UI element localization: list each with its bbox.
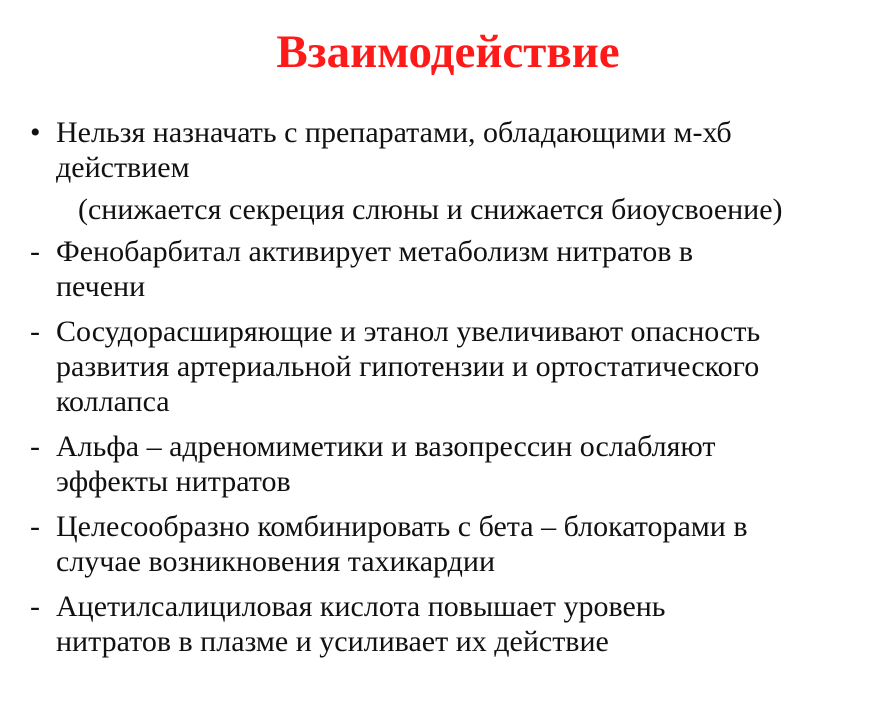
list-item	[0, 314, 896, 419]
dash-marker: -	[30, 590, 40, 623]
dash-marker: -	[30, 235, 40, 268]
list-item	[0, 115, 896, 185]
list-item-text: Фенобарбитал активирует метаболизм нитратов в печени	[56, 235, 694, 303]
list-item-text: Сосудорасширяющие и этанол увеличивают опасность развития артериальной гипотензии и ортостатического коллапса	[56, 315, 761, 418]
slide-title: Взаимодействие	[276, 26, 620, 78]
list-item-text: Нельзя назначать с препаратами, обладающими м-хб действием	[56, 116, 732, 184]
list-item-text: Альфа – адреномиметики и вазопрессин ослабляют эффекты нитратов	[56, 430, 716, 498]
list-item-text: Ацетилсалициловая кислота повышает уровень нитратов в плазме и усиливает их действие	[56, 590, 666, 658]
dash-marker: -	[30, 315, 40, 348]
list-item	[0, 509, 896, 579]
dash-marker: -	[30, 510, 40, 543]
list-item-note: (снижается секреция слюны и снижается биоусвоение)	[78, 193, 783, 226]
list-item	[0, 234, 896, 304]
bullet-marker: •	[30, 116, 41, 149]
slide-content	[0, 115, 896, 659]
list-item	[0, 429, 896, 499]
list-item-text: Целесообразно комбинировать с бета – блокаторами в случае возникновения тахикардии	[56, 510, 748, 578]
dash-marker: -	[30, 430, 40, 463]
list-item	[0, 589, 896, 659]
